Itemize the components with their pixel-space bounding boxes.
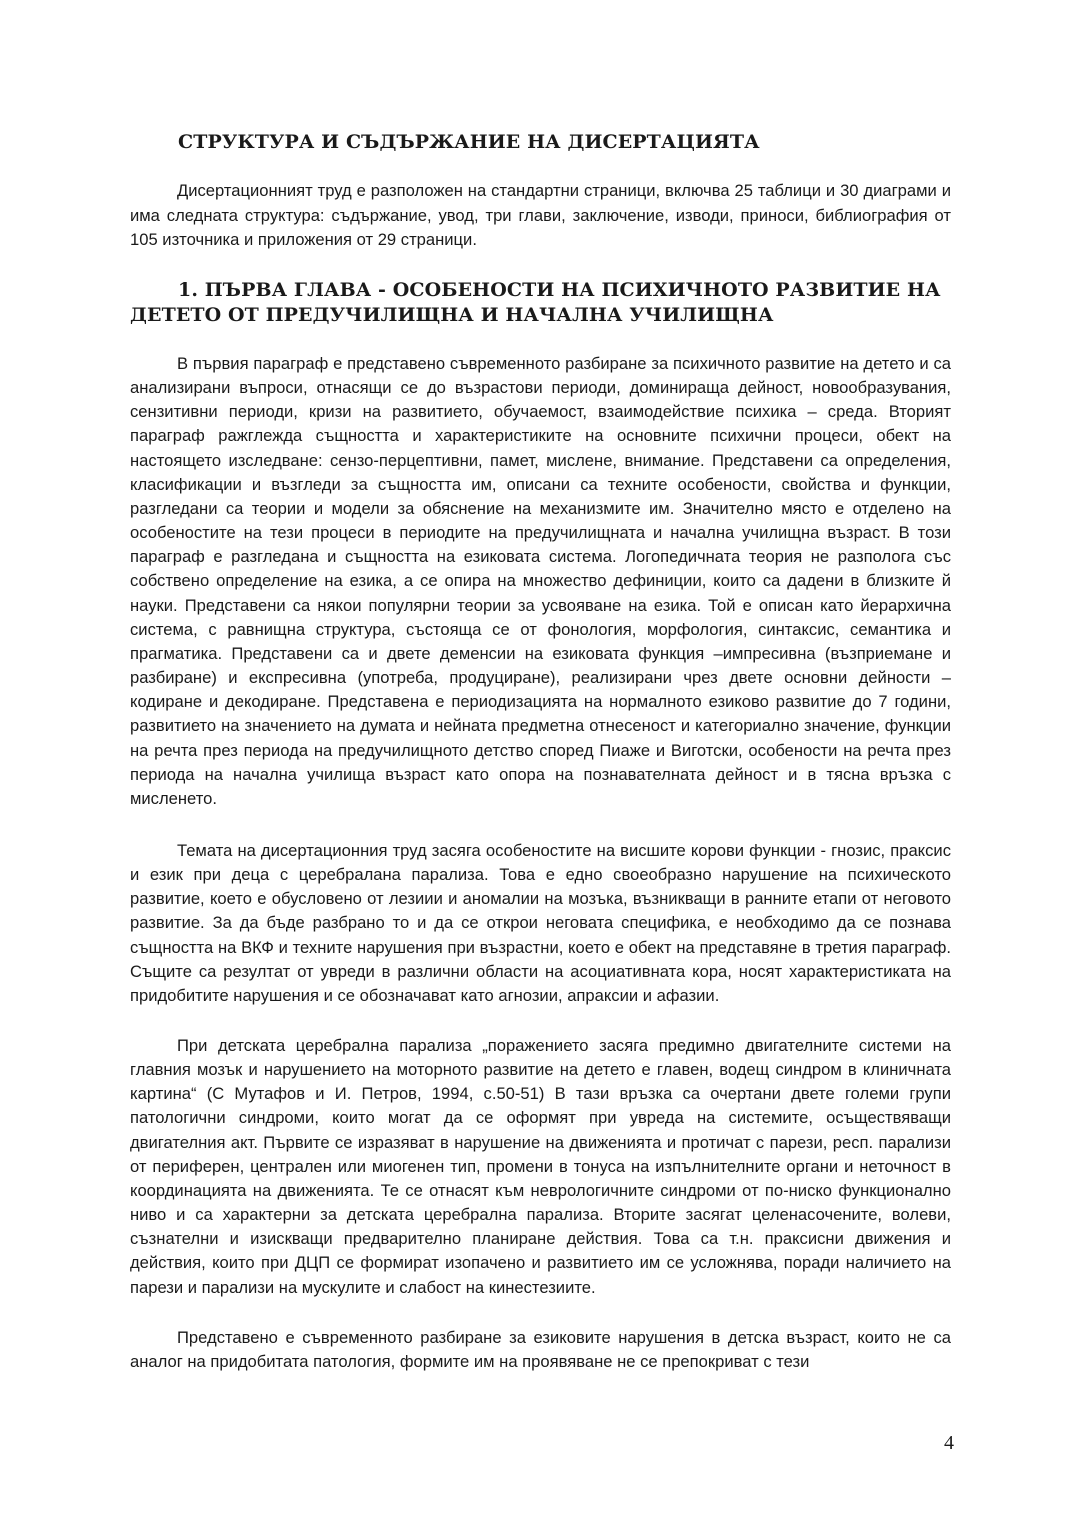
body-paragraph-1: В първия параграф е представено съвременното разбиране за психичното развитие на детето и са анализирани въпроси, отнасящи се до възрастови периоди, доминираща дейност, новообразувания, сензитивни периоди, кризи на развитието, обучаемост, взаимодействие психика – среда. Вторият параграф ражглежда същността и характеристиките на основните психични процеси, обект на настоящето изследване: сензо-перцептивни, памет, мислене, внимание. Представени са определения, класификации и възгледи за същността им, описани са техните особености, свойства и функции, разгледани са теории и модели за обяснение на механизмите им. Значително място е отделено на особеностите на тези процеси в периодите на предучилищната и начална училищна възраст. В този параграф е разгледана и същността на езиковата система. Логопедичната теория не разполога със собствено определение на езика, а се опира на множество дефиниции, които са дадени в близките й науки. Представени са някои популярни теории за усвояване на езика. Той е описан като йерархична система, с равнищна структура, състояща се от фонология, морфология, синтаксис, семантика и прагматика. Представени са и двете деменсии на езиковата функция –импресивна (възприемане и разбиране) и експресивна (употреба, продуциране), реализирани чрез двете основни дейности –кодиране и декодиране. Представена е периодизацията на нормалното езиково развитие до 7 години, развитието на значението на думата и нейната предметна отнесеност и категориално значение, функции на речта през периода на предучилищното детство според Пиаже и Виготски, особености на речта през периода на начална училища възраст като опора на познавателната дейност и в тясна връзка с мисленето. [130,354,951,808]
chapter-heading-line-2: ДЕТЕТО ОТ ПРЕДУЧИЛИЩНА И НАЧАЛНА УЧИЛИЩНА [130,304,774,326]
chapter-heading [130,278,950,328]
body-paragraph-4: Представено е съвременното разбиране за езиковите нарушения в детска възраст, които не са аналог на придобитата патология, формите им на проявяване не се препокриват с тези [130,1328,951,1372]
chapter-heading-line-1: 1. ПЪРВА ГЛАВА - ОСОБЕНОСТИ НА ПСИХИЧНОТО РАЗВИТИЕ НА [178,279,941,301]
intro-paragraph: Дисертационният труд е разположен на стандартни страници, включва 25 таблици и 30 диаграми и има следната структура: съдържание, увод, три глави, заключение, изводи, приноси, библиография от 105 източника и приложения от 29 страници. [130,181,951,249]
body-paragraph-3: При детската церебрална парализа „поражението засяга предимно двигателните системи на главния мозък и нарушението на моторното развитие на детето е главен, водещ синдром в клиничната картина“ (С Мутафов и И. Петров, 1994, с.50-51) В тази връзка са очертани двете големи групи патологични синдроми, които могат да се оформят при увреда на системите, осъществяващи двигателния акт. Първите се изразяват в нарушение на движенията и протичат с парези, респ. парализи от периферен, централен или миогенен тип, промени в тонуса на изпълнителните органи и неточност в координацията на движенията. Те се отнасят към неврологичните синдроми от по-ниско функционално ниво и са характерни за детската церебрална парализа. Вторите засягат целенасочените, волеви, съзнателни и изискващи предварително планиране действия. Това са т.н. праксисни движения и действия, които при ДЦП се формират изопачено и развитието им се усложнява, поради наличието на парези и парализи на мускулите и слабост на кинестезиите. [130,1036,951,1297]
page-number: 4 [944,1432,954,1454]
section-heading: СТРУКТУРА И СЪДЪРЖАНИЕ НА ДИСЕРТАЦИЯТА [178,131,760,153]
body-paragraph-2: Темата на дисертационния труд засяга особеностите на висшите корови функции - гнозис, праксис и език при деца с церебралана парализа. Това е едно своеобразно нарушение на психическото развитие, което е обусловено от лезиии и аномалии на мозъка, възникващи в ранните етапи от неговото развитие. За да бъде разбрано то и да се открои неговата специфика, е необходимо да се познава същността на ВКФ и техните нарушения при възрастни, което е обект на представяне в третия параграф. Същите са резултат от увреди в различни области на асоциативната кора, носят характеристиката на придобитите нарушения и се обозначават като агнозии, апраксии и афазии. [130,841,951,1005]
